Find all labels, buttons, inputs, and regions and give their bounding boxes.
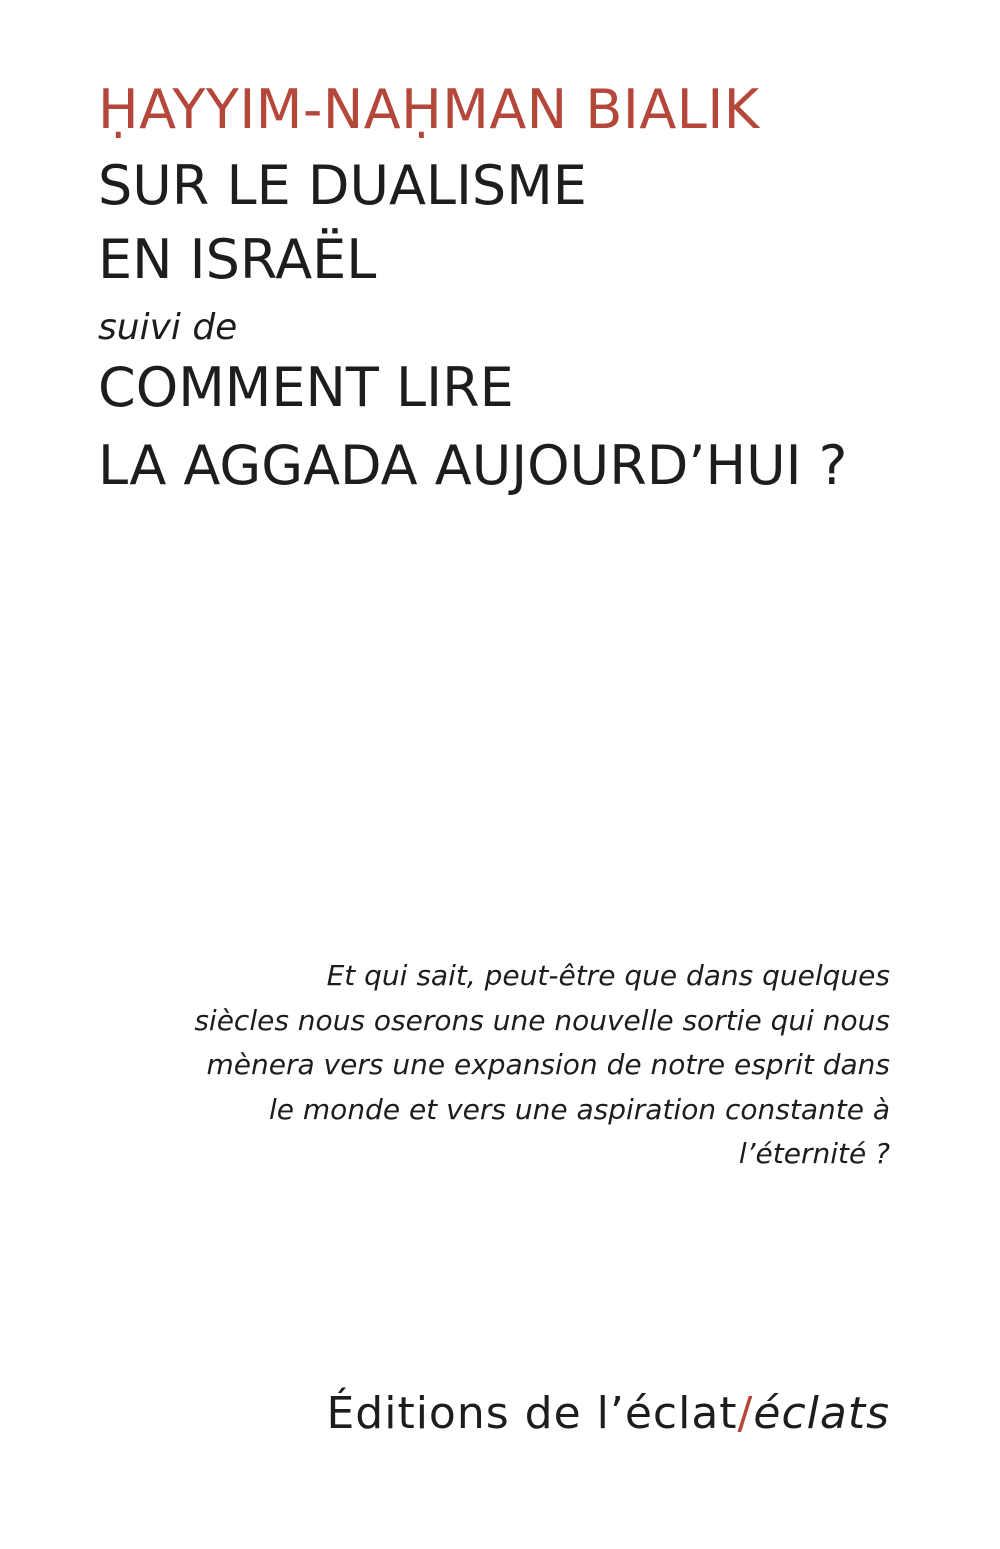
title-line-3: COMMENT LIRE	[98, 356, 514, 419]
title-line-1: SUR LE DUALISME	[98, 154, 587, 217]
quote-line: mènera vers une expansion de notre esprit dans	[206, 1048, 890, 1081]
epigraph-quote	[90, 954, 890, 1177]
author-name: ḤAYYIM-NAḤMAN BIALIK	[98, 78, 760, 141]
connector-text: suivi de	[98, 307, 238, 348]
title-line-4: LA AGGADA AUJOURD’HUI ?	[98, 434, 848, 497]
quote-line: siècles nous oserons une nouvelle sortie qui nous	[194, 1003, 890, 1037]
series-name: éclats	[753, 1388, 890, 1439]
quote-line: le monde et vers une aspiration constante à	[269, 1092, 890, 1126]
title-line-2: EN ISRAËL	[98, 228, 377, 291]
publisher-name: Éditions de l’éclat	[326, 1388, 738, 1439]
quote-line: l’éternité ?	[738, 1137, 890, 1170]
publisher-slash: /	[737, 1388, 754, 1439]
quote-line: Et qui sait, peut-être que dans quelques	[326, 959, 890, 992]
publisher-imprint	[327, 1382, 891, 1446]
